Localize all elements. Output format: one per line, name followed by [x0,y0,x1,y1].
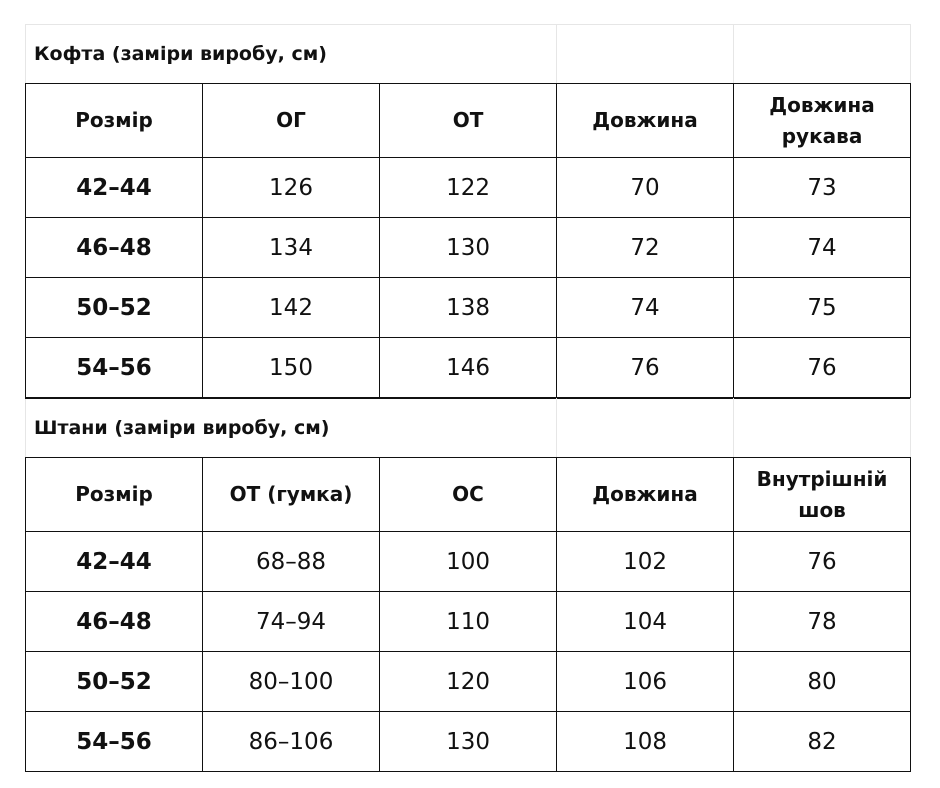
pants-header-row [26,458,911,532]
pants-table-title: Штани (заміри виробу, см) [26,399,557,458]
value-cell: 74–94 [203,592,380,652]
column-header: Довжина [557,84,734,158]
column-header: ОГ [203,84,380,158]
table-row [26,338,911,398]
value-cell: 86–106 [203,712,380,772]
value-cell: 74 [734,218,911,278]
size-cell: 42–44 [26,532,203,592]
value-cell: 70 [557,158,734,218]
pants-title-row [26,399,911,458]
value-cell: 78 [734,592,911,652]
column-header: ОТ [380,84,557,158]
table-row [26,592,911,652]
size-cell: 46–48 [26,592,203,652]
value-cell: 80 [734,652,911,712]
table-row [26,652,911,712]
value-cell: 76 [557,338,734,398]
value-cell: 108 [557,712,734,772]
value-cell: 120 [380,652,557,712]
value-cell: 110 [380,592,557,652]
value-cell: 75 [734,278,911,338]
value-cell: 134 [203,218,380,278]
value-cell: 146 [380,338,557,398]
column-header: Довжина [557,458,734,532]
value-cell: 68–88 [203,532,380,592]
empty-cell [734,399,911,458]
value-cell: 130 [380,712,557,772]
size-cell: 46–48 [26,218,203,278]
value-cell: 100 [380,532,557,592]
column-header: Довжина рукава [734,84,911,158]
size-cell: 42–44 [26,158,203,218]
value-cell: 72 [557,218,734,278]
empty-cell [557,25,734,84]
empty-cell [557,399,734,458]
column-header: ОС [380,458,557,532]
column-header: ОТ (гумка) [203,458,380,532]
value-cell: 74 [557,278,734,338]
table-row [26,712,911,772]
value-cell: 102 [557,532,734,592]
value-cell: 106 [557,652,734,712]
jacket-size-table [25,24,911,398]
value-cell: 76 [734,338,911,398]
value-cell: 130 [380,218,557,278]
size-cell: 54–56 [26,338,203,398]
value-cell: 104 [557,592,734,652]
value-cell: 76 [734,532,911,592]
value-cell: 138 [380,278,557,338]
value-cell: 126 [203,158,380,218]
value-cell: 82 [734,712,911,772]
value-cell: 122 [380,158,557,218]
value-cell: 80–100 [203,652,380,712]
value-cell: 73 [734,158,911,218]
size-cell: 50–52 [26,652,203,712]
jacket-header-row [26,84,911,158]
jacket-table-title: Кофта (заміри виробу, см) [26,25,557,84]
column-header: Розмір [26,458,203,532]
pants-size-table [25,398,911,772]
table-row [26,158,911,218]
jacket-title-row [26,25,911,84]
table-row [26,532,911,592]
column-header: Внутрішній шов [734,458,911,532]
value-cell: 150 [203,338,380,398]
table-row [26,218,911,278]
size-cell: 50–52 [26,278,203,338]
table-row [26,278,911,338]
value-cell: 142 [203,278,380,338]
size-cell: 54–56 [26,712,203,772]
empty-cell [734,25,911,84]
size-chart [25,24,911,772]
column-header: Розмір [26,84,203,158]
